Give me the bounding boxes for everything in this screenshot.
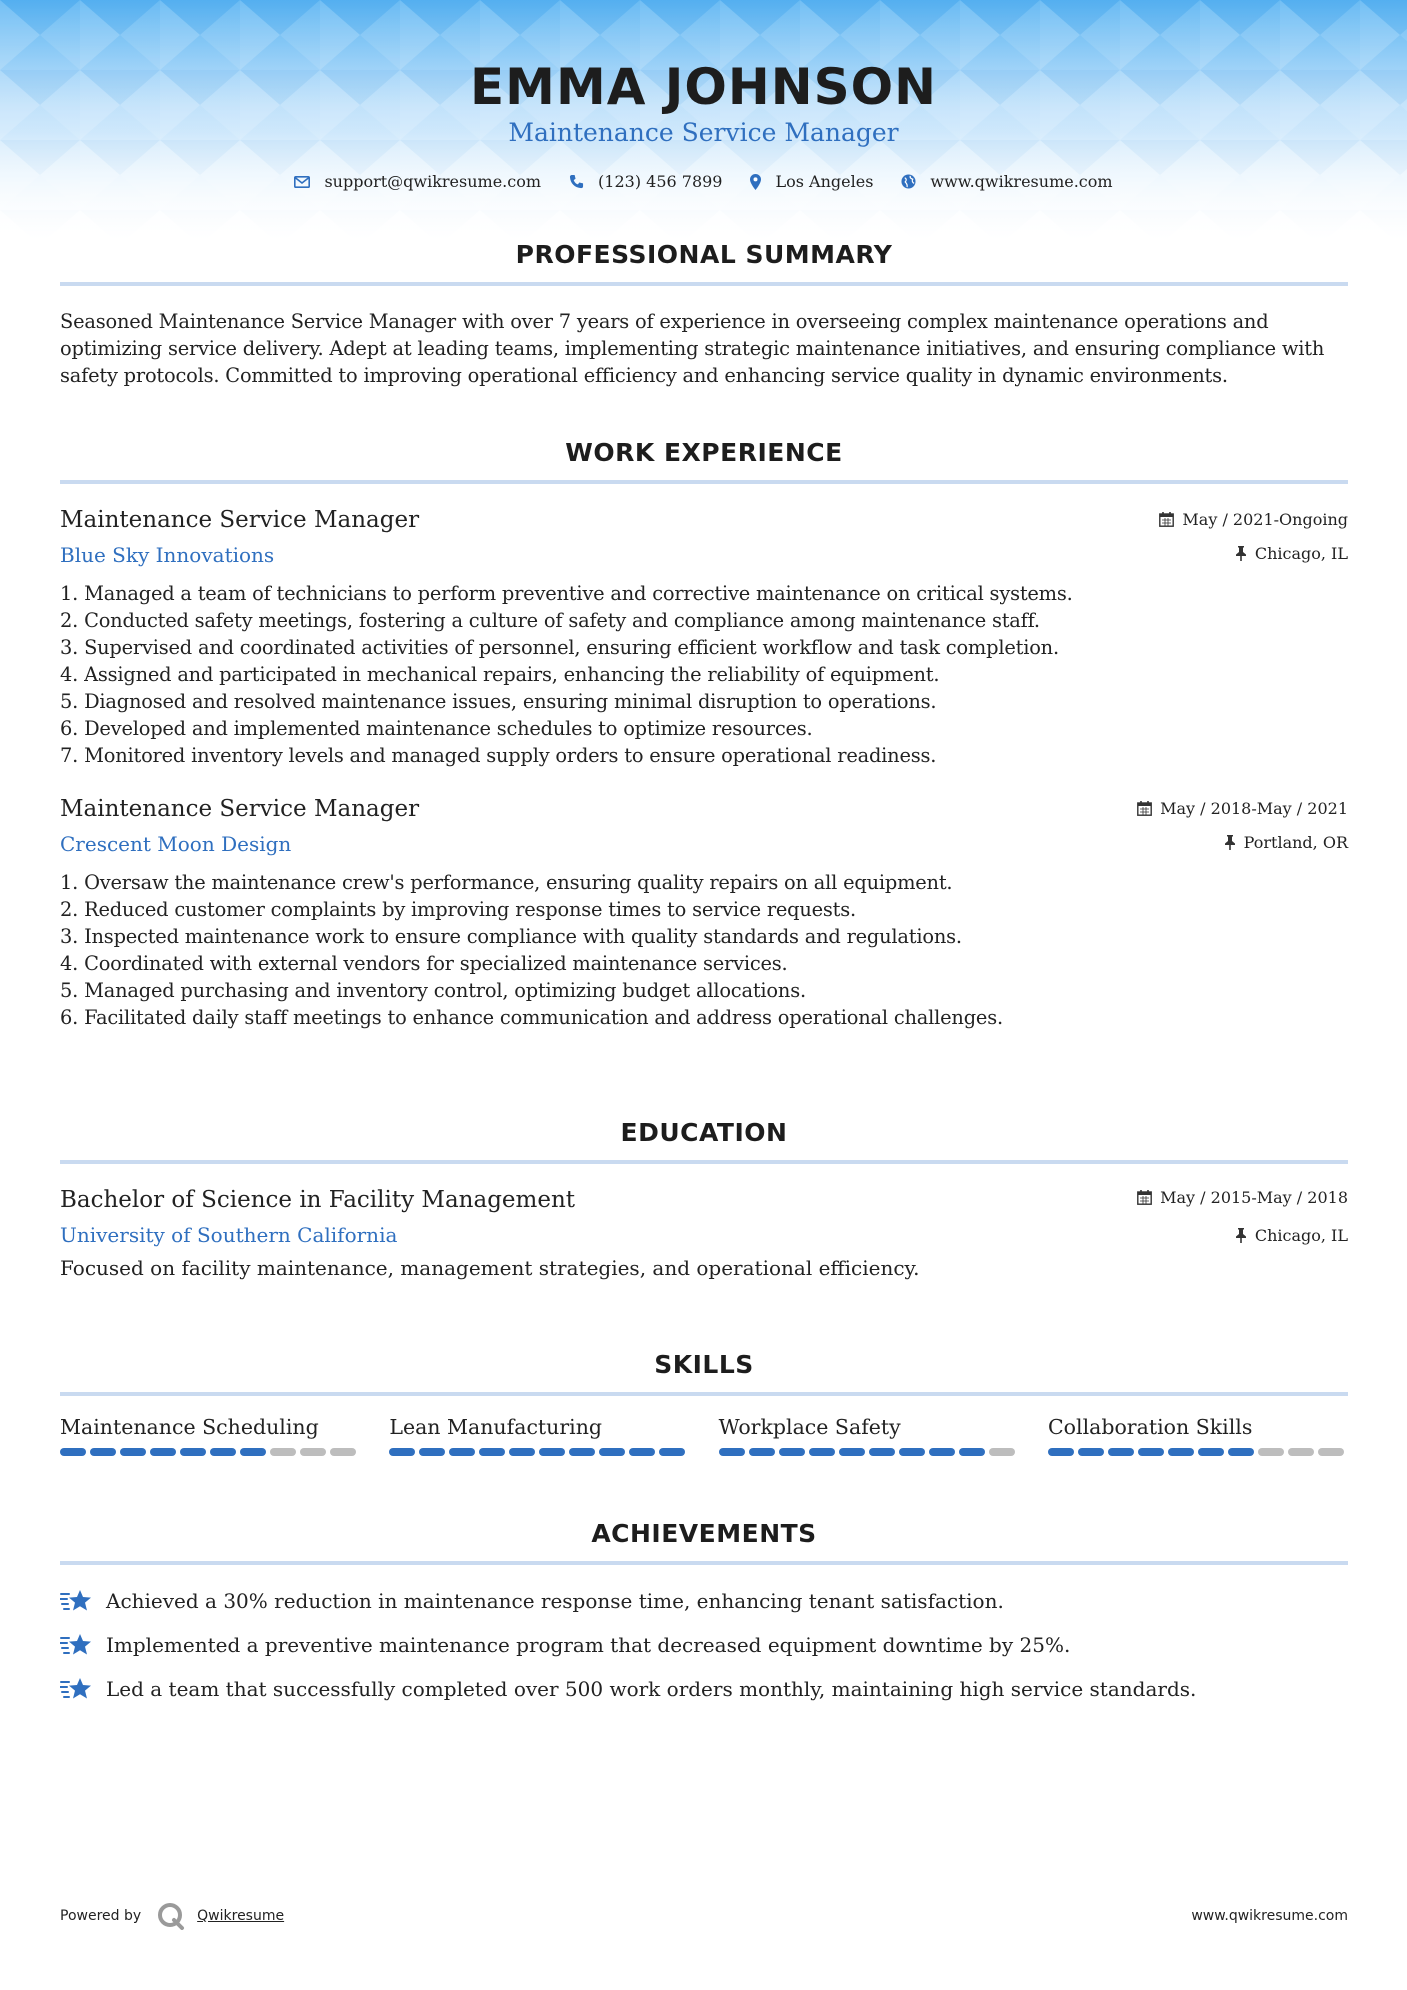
skill-item <box>1048 1412 1348 1456</box>
skill-segment <box>509 1448 535 1456</box>
skill-segment <box>1288 1448 1314 1456</box>
skill-name: Workplace Safety <box>718 1415 901 1439</box>
achievements-section <box>60 1517 1348 1711</box>
skill-segment <box>1108 1448 1134 1456</box>
skill-segment <box>180 1448 206 1456</box>
list-item: 6. Facilitated daily staff meetings to enhance communication and address operational challenges. <box>60 1006 1003 1029</box>
pushpin-icon <box>1235 1228 1247 1243</box>
summary-heading: PROFESSIONAL SUMMARY <box>515 240 893 269</box>
skill-level-bar <box>1048 1448 1348 1456</box>
skill-segment <box>749 1448 775 1456</box>
skill-segment <box>1138 1448 1164 1456</box>
achievement-item <box>60 1667 1348 1711</box>
job-location <box>1224 833 1348 852</box>
skill-segment <box>629 1448 655 1456</box>
candidate-role: Maintenance Service Manager <box>508 118 899 147</box>
skill-segment <box>60 1448 86 1456</box>
qwikresume-logo-icon <box>157 1902 185 1930</box>
skill-segment <box>270 1448 296 1456</box>
skill-segment <box>779 1448 805 1456</box>
skills-section <box>60 1348 1348 1456</box>
job-title: Maintenance Service Manager <box>60 796 420 822</box>
skill-segment <box>929 1448 955 1456</box>
summary-section <box>60 238 1348 389</box>
skill-segment <box>1258 1448 1284 1456</box>
job-responsibilities <box>60 869 1348 1031</box>
phone-icon <box>569 174 584 189</box>
skill-segment <box>300 1448 326 1456</box>
skills-heading: SKILLS <box>654 1350 754 1379</box>
contact-website[interactable] <box>901 172 1112 191</box>
skill-item <box>719 1412 1019 1456</box>
list-item: 6. Developed and implemented maintenance schedules to optimize resources. <box>60 717 813 740</box>
job-location <box>1235 544 1348 563</box>
skill-segment <box>1198 1448 1224 1456</box>
list-item: 4. Assigned and participated in mechanical repairs, enhancing the reliability of equipment. <box>60 663 940 686</box>
achievements-divider <box>60 1561 1348 1565</box>
skill-segment <box>330 1448 356 1456</box>
contact-email[interactable] <box>294 172 541 191</box>
job-location-text: Chicago, IL <box>1254 544 1348 563</box>
contact-location <box>750 172 873 191</box>
education-description: Focused on facility maintenance, management strategies, and operational efficiency. <box>60 1256 920 1280</box>
list-item: 4. Coordinated with external vendors for specialized maintenance services. <box>60 952 788 975</box>
calendar-icon <box>1137 801 1152 816</box>
pushpin-icon <box>1224 835 1236 850</box>
skill-level-bar <box>719 1448 1019 1456</box>
calendar-icon <box>1159 512 1174 527</box>
skill-segment <box>539 1448 565 1456</box>
skill-segment <box>1078 1448 1104 1456</box>
job-date <box>1159 510 1348 529</box>
education-section <box>60 1116 1348 1280</box>
list-item: 2. Reduced customer complaints by improving response times to service requests. <box>60 898 856 921</box>
list-item: 1. Oversaw the maintenance crew's performance, ensuring quality repairs on all equipment. <box>60 871 953 894</box>
job-responsibilities <box>60 580 1348 769</box>
contact-phone[interactable] <box>569 172 722 191</box>
skill-segment <box>989 1448 1015 1456</box>
experience-divider <box>60 480 1348 484</box>
list-item: 1. Managed a team of technicians to perform preventive and corrective maintenance on critical systems. <box>60 582 1073 605</box>
achievements-heading: ACHIEVEMENTS <box>591 1519 817 1548</box>
skill-segment <box>150 1448 176 1456</box>
skill-segment <box>479 1448 505 1456</box>
resume-header <box>0 0 1407 230</box>
job-date-text: May / 2021-Ongoing <box>1182 510 1348 529</box>
achievement-item <box>60 1579 1348 1623</box>
calendar-icon <box>1137 1190 1152 1205</box>
job-entry <box>60 793 1348 1031</box>
experience-heading: WORK EXPERIENCE <box>565 438 843 467</box>
website-text: www.qwikresume.com <box>930 172 1113 191</box>
skill-segment <box>839 1448 865 1456</box>
powered-by-label: Powered by <box>60 1908 142 1924</box>
skill-segment <box>809 1448 835 1456</box>
list-item: 2. Conducted safety meetings, fostering a culture of safety and compliance among maintenance staff. <box>60 609 1040 632</box>
job-title: Maintenance Service Manager <box>60 507 420 533</box>
skill-segment <box>1228 1448 1254 1456</box>
education-divider <box>60 1160 1348 1164</box>
envelope-icon <box>294 176 310 188</box>
skill-segment <box>419 1448 445 1456</box>
list-item: 5. Managed purchasing and inventory control, optimizing budget allocations. <box>60 979 806 1002</box>
footer-website[interactable]: www.qwikresume.com <box>1191 1908 1348 1924</box>
job-date <box>1137 799 1348 818</box>
education-heading: EDUCATION <box>620 1118 788 1147</box>
skill-segment <box>210 1448 236 1456</box>
education-entry <box>60 1184 1348 1280</box>
skill-segment <box>449 1448 475 1456</box>
qwikresume-link[interactable]: Qwikresume <box>197 1908 285 1924</box>
skill-level-bar <box>60 1448 360 1456</box>
phone-text: (123) 456 7899 <box>598 172 723 191</box>
skill-segment <box>659 1448 685 1456</box>
achievements-list <box>60 1579 1348 1711</box>
job-date-text: May / 2018-May / 2021 <box>1160 799 1348 818</box>
education-date <box>1137 1188 1348 1207</box>
skill-name: Maintenance Scheduling <box>60 1415 319 1439</box>
shooting-star-icon <box>60 1676 92 1702</box>
job-entry <box>60 504 1348 769</box>
skill-item <box>389 1412 689 1456</box>
achievement-item <box>60 1623 1348 1667</box>
email-text: support@qwikresume.com <box>324 172 542 191</box>
shooting-star-icon <box>60 1632 92 1658</box>
skill-segment <box>90 1448 116 1456</box>
achievement-text: Achieved a 30% reduction in maintenance response time, enhancing tenant satisfaction. <box>106 1589 1004 1613</box>
list-item: 5. Diagnosed and resolved maintenance issues, ensuring minimal disruption to operations. <box>60 690 937 713</box>
achievement-text: Implemented a preventive maintenance program that decreased equipment downtime by 25%. <box>106 1633 1071 1657</box>
location-text: Los Angeles <box>775 172 874 191</box>
skill-level-bar <box>389 1448 689 1456</box>
skill-segment <box>1048 1448 1074 1456</box>
experience-section <box>60 436 1348 1031</box>
skill-segment <box>899 1448 925 1456</box>
skill-segment <box>599 1448 625 1456</box>
page-footer <box>60 1896 1348 1936</box>
powered-by <box>60 1902 284 1930</box>
summary-divider <box>60 282 1348 286</box>
globe-icon <box>901 174 916 189</box>
skill-segment <box>120 1448 146 1456</box>
skill-segment <box>1318 1448 1344 1456</box>
skill-segment <box>389 1448 415 1456</box>
education-location <box>1235 1226 1348 1245</box>
list-item: 3. Inspected maintenance work to ensure compliance with quality standards and regulations. <box>60 925 962 948</box>
list-item: 3. Supervised and coordinated activities of personnel, ensuring efficient workflow and task completion. <box>60 636 1059 659</box>
company-name: Blue Sky Innovations <box>60 543 275 567</box>
skill-item <box>60 1412 360 1456</box>
education-location-text: Chicago, IL <box>1254 1226 1348 1245</box>
skill-segment <box>569 1448 595 1456</box>
degree-title: Bachelor of Science in Facility Management <box>60 1187 576 1213</box>
skills-list <box>60 1412 1348 1456</box>
skill-segment <box>959 1448 985 1456</box>
map-marker-icon <box>750 174 761 190</box>
contact-bar <box>0 172 1407 191</box>
school-name: University of Southern California <box>60 1223 398 1247</box>
shooting-star-icon <box>60 1588 92 1614</box>
company-name: Crescent Moon Design <box>60 832 292 856</box>
job-location-text: Portland, OR <box>1243 833 1348 852</box>
skill-segment <box>869 1448 895 1456</box>
skills-divider <box>60 1392 1348 1396</box>
skill-segment <box>240 1448 266 1456</box>
skill-segment <box>1168 1448 1194 1456</box>
list-item: 7. Monitored inventory levels and managed supply orders to ensure operational readiness. <box>60 744 937 767</box>
skill-name: Collaboration Skills <box>1047 1415 1253 1439</box>
pushpin-icon <box>1235 546 1247 561</box>
education-date-text: May / 2015-May / 2018 <box>1160 1188 1348 1207</box>
achievement-text: Led a team that successfully completed over 500 work orders monthly, maintaining high service standards. <box>106 1677 1197 1701</box>
candidate-name: EMMA JOHNSON <box>470 58 937 116</box>
skill-name: Lean Manufacturing <box>389 1415 603 1439</box>
summary-text: Seasoned Maintenance Service Manager with over 7 years of experience in overseeing complex maintenance operations and optimizing service delivery. Adept at leading teams, implementing strategic maintenance initiatives, and ensuring compliance with safety protocols. Committed to improving operational efficiency and enhancing service quality in dynamic environments. <box>60 310 1325 387</box>
skill-segment <box>719 1448 745 1456</box>
